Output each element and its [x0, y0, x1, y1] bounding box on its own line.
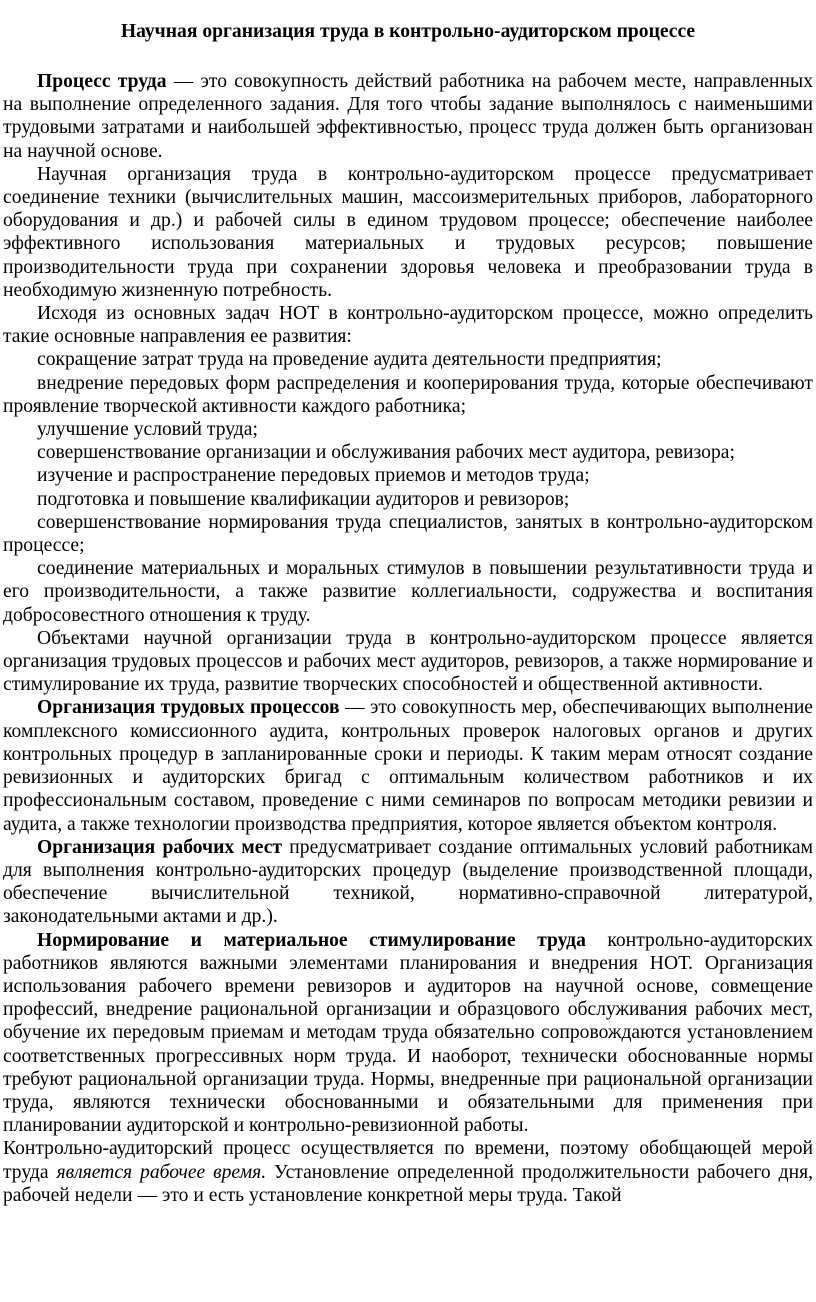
list-item: совершенствование организации и обслуживания рабочих мест аудитора, ревизора;	[37, 442, 735, 464]
term-lead: Организация рабочих мест	[37, 836, 283, 858]
list-item: соединение материальных и моральных стимулов в повышении результативности труда и его производительности, а также развитие коллегиальности, содружества и воспитания добросовестного отношения к труду.	[3, 558, 813, 626]
list-item: внедрение передовых форм распределения и кооперирования труда, которые обеспечивают проявление творческой активности каждого работника;	[3, 372, 813, 417]
paragraph: Объектами научной организации труда в контрольно-аудиторском процессе является организация трудовых процессов и рабочих мест аудиторов, ревизоров, а также нормирование и стимулирование их труда, развитие творческих способностей и общественной активности.	[3, 627, 813, 696]
term-lead: Нормирование и материальное стимулирование труда	[37, 929, 586, 951]
paragraph: Научная организация труда в контрольно-аудиторском процессе предусматривает соединение техники (вычислительных машин, массоизмерительных приборов, лабораторного оборудования и др.) и рабочей силы в едином трудовом процессе; обеспечение наиболее эффективного использования материальных и трудовых ресурсов; повышение производительности труда при сохранении здоровья человека и преобразовании труда в необходимую жизненную потребность.	[3, 163, 813, 301]
paragraph: Организация рабочих мест предусматривает создание оптимальных условий работникам для выполнения контрольно-аудиторских процедур (выделение производственной площади, обеспечение вычислительной техникой, нормативно-справочной литературой, законодательными актами и др.).	[3, 836, 813, 928]
term-lead: Процесс труда	[37, 71, 167, 92]
list-item: изучение и распространение передовых приемов и методов труда;	[37, 465, 590, 487]
paragraph: Организация трудовых процессов — это совокупность мер, обеспечивающих выполнение комплексного комиссионного аудита, контрольных проверок налоговых органов и других контрольных процедур в запланированные сроки и периоды. К таким мерам относят создание ревизионных и аудиторских бригад с оптимальным количеством работников и их профессиональным составом, проведение с ними семинаров по вопросам методики ревизии и аудита, а также технологии производства предприятия, которое является объектом контроля.	[3, 697, 814, 835]
paragraph: Контрольно-аудиторский процесс осуществляется по времени, поэтому обобщающей мерой труда является рабочее время. Установление определенной продолжительности рабочего дня, рабочей недели — это и есть установление конкретной меры труда. Такой	[3, 1138, 813, 1206]
paragraph: Процесс труда — это совокупность действий работника на рабочем месте, направленных на выполнение определенного задания. Для того чтобы задание выполнялось с наименьшими трудовыми затратами и наибольшей эффективностью, процесс труда должен быть организован на научной основе.	[3, 71, 813, 162]
italic-phrase: является рабочее время.	[56, 1161, 267, 1183]
list-item: улучшение условий труда;	[37, 419, 258, 441]
paragraph: Исходя из основных задач НОТ в контрольно-аудиторском процессе, можно определить такие основные направления ее развития:	[3, 303, 813, 348]
list-item: подготовка и повышение квалификации аудиторов и ревизоров;	[37, 488, 570, 510]
term-lead: Организация трудовых процессов	[37, 697, 340, 719]
paragraph: Нормирование и материальное стимулирование труда контрольно-аудиторских работников являются важными элементами планирования и внедрения НОТ. Организация использования рабочего времени ревизоров и аудиторов на научной основе, совмещение профессий, внедрение рациональной организации и образцового обслуживания рабочих мест, обучение их передовым приемам и методам труда обязательно сопровождаются установлением соответственных прогрессивных норм труда. И наоборот, технически обоснованные нормы требуют рациональной организации труда. Нормы, внедренные при рациональной организации труда, являются технически обоснованными и обязательными для применения при планировании аудиторской и контрольно-ревизионной работы.	[3, 929, 813, 1137]
list-item: совершенствование нормирования труда специалистов, занятых в контрольно-аудиторском процессе;	[3, 511, 813, 557]
document-title: Научная организация труда в контрольно-аудиторском процессе	[120, 21, 696, 42]
list-item: сокращение затрат труда на проведение аудита деятельности предприятия;	[37, 349, 662, 371]
